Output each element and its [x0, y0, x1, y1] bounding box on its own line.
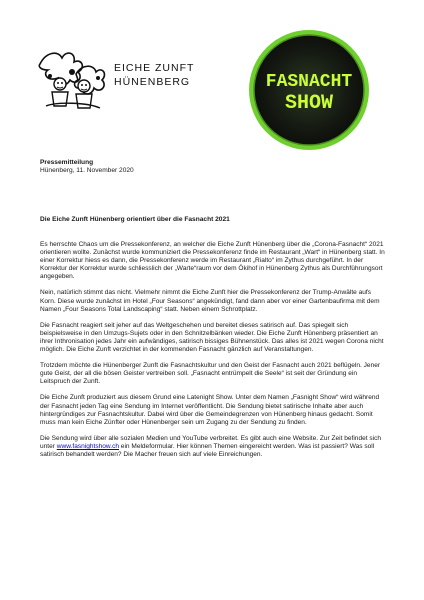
logo-line-2: HÜNENBERG [114, 76, 191, 88]
press-release-header [40, 159, 380, 175]
website-link[interactable]: www.fasnightshow.ch [56, 442, 119, 450]
document-body [40, 241, 385, 467]
paragraph-with-link [40, 435, 385, 459]
press-release-date: Hünenberg, 11. November 2020 [40, 167, 134, 174]
logo-text-line-2: SHOW [284, 92, 334, 115]
fasnight-show-badge-icon [247, 28, 371, 152]
eiche-zunft-logo [36, 44, 206, 114]
logo-text-line-1: FASNACHT [265, 72, 353, 92]
paragraph: Die Fasnacht reagiert seit jeher auf das Weltgeschehen und bereitet dieses satirisch auf. Das spiegelt sich beispielsweise in den Umzugs-Sujets oder in den Schnitzelbänken wieder. Die Eiche Zunft Hünenberg präsentiert an ihrer Inthronisation jedes Jahr ein aufwändiges, satirisch bissiges Bühnenstück. Das alles ist 2021 wegen Corona nicht möglich. Die Eiche Zunft verzichtet in der kommenden Fasnacht gänzlich auf Veranstaltungen. [40, 321, 384, 354]
document-title: Die Eiche Zunft Hünenberg orientiert über die Fasnacht 2021 [40, 216, 230, 223]
paragraph: Trotzdem möchte die Hünenberger Zunft die Fasnachtskultur und den Geist der Fasnacht auch 2021 beflügeln. Jener gute Geist, der all die bösen Geister vertreiben soll. „Fasnacht entrümpelt die Seele“ ist seit der Gründung ein Leitspruch der Zunft. [40, 362, 381, 386]
press-release-label: Pressemitteilung [40, 159, 94, 166]
oak-leaves-figures-icon [36, 44, 110, 114]
paragraph: Nein, natürlich stimmt das nicht. Vielmehr nimmt die Eiche Zunft hier die Pressekonferenz der Trump-Anwälte aufs Korn. Diese wurde zunächst im Hotel „Four Seasons“ angekündigt, fand dann aber vor einer Gartenbaufirma mit dem Namen „Four Seasons Total Landscaping“ statt. Neben einem Schrottplatz. [40, 289, 380, 313]
paragraph-text: ein Meldeformular. Hier können Themen eingereicht werden. Was ist passiert? Was soll satirisch behandelt werden? Die Macher freuen sich auf viele Einreichungen. [40, 442, 375, 458]
paragraph-text: Die Sendung wird über alle sozialen Medien und YouTube verbreitet. Es gibt auch eine Website. Zur Zeit befindet sich unter [40, 434, 382, 450]
paragraph: Es herrschte Chaos um die Pressekonferenz, an welcher die Eiche Zunft Hünenberg über die „Corona-Fasnacht“ 2021 orientieren wollte. Zunächst wurde kommuniziert die Pressekonferenz finde im Restaurant „Wart“ in Hünenberg statt. In einer Korrektur hiess es dann, die Pressekonferenz werde im Restaurant „Rialto“ im Zythus durchgeführt. In der Korrektur der Korrektur wurde schliesslich der „Warte“raum vor dem Ökihof in Hünenberg Zythus als Durchführungsort angegeben. [40, 241, 385, 281]
paragraph: Die Eiche Zunft produziert aus diesem Grund eine Latenight Show. Unter dem Namen „Fasnight Show“ wird während der Fasnacht jeden Tag eine Sendung im Internet veröffentlicht. Die Sendung bietet satirische Inhalte aber auch hintergründiges zur Fasnachtskultur. Dabei wird über die Gemeindegrenzen von Hünenberg hinaus gedacht. Somit muss man kein Eiche Zünfter oder Hünenberger sein um Zugang zu der Sendung zu finden. [40, 394, 380, 426]
fasnight-show-logo [247, 28, 371, 152]
logo-line-1: EICHE ZUNFT [114, 62, 195, 74]
